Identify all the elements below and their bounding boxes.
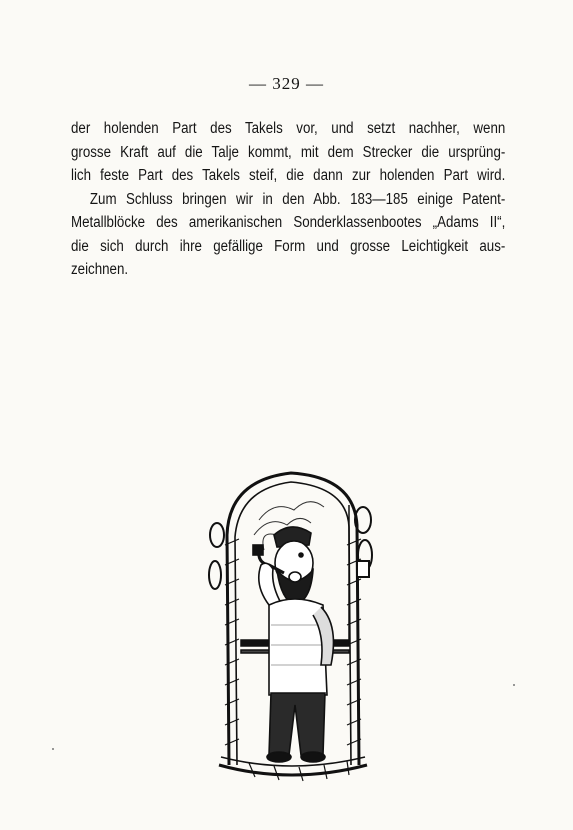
text-line: zeichnen. [71,261,129,278]
sailor-illustration [199,465,384,785]
paper-speck [52,748,54,750]
text-line: lich feste Part des Takels steif, die dann zur holenden Part wird. [71,167,506,184]
text-line: der holenden Part des Takels vor, und setzt nachher, wenn [71,120,506,137]
text-line: Metallblöcke des amerikanischen Sonderklassenbootes „Adams II“, [71,214,506,231]
page-number: — 329 — [249,74,324,93]
text-line: die sich durch ihre gefällige Form und grosse Leichtigkeit aus- [71,237,506,255]
text-line: grosse Kraft auf die Talje kommt, mit dem Strecker die ursprüng- [71,143,506,161]
text-line: Zum Schluss bringen wir in den Abb. 183—185 einige Patent- [89,190,506,208]
body-text [71,117,506,282]
paper-speck [513,684,515,686]
